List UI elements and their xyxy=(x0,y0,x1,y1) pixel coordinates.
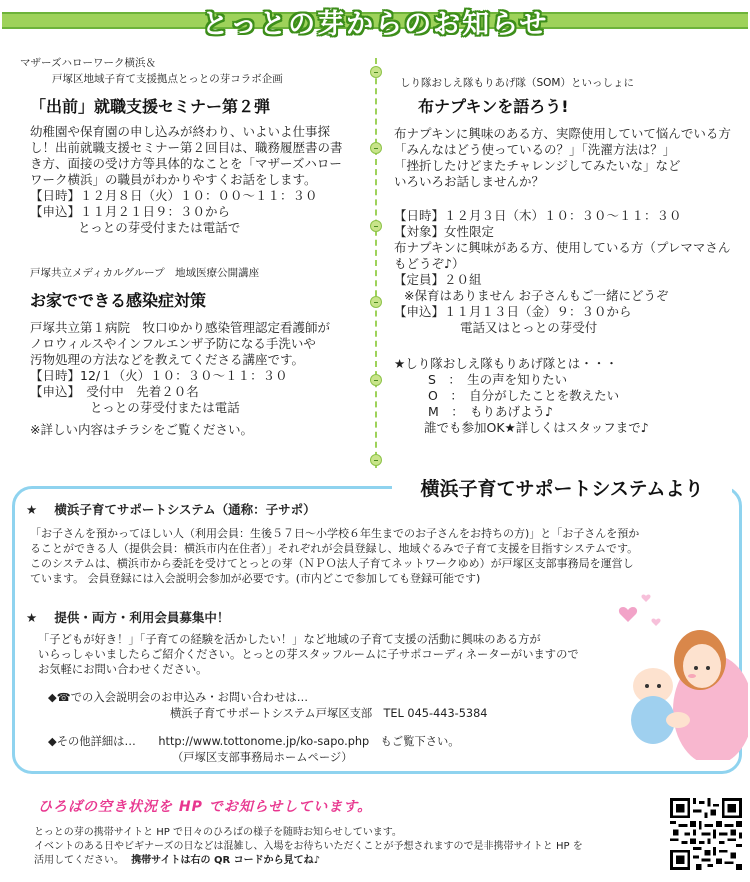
sec1-heading xyxy=(26,500,316,518)
column-divider xyxy=(370,58,382,468)
som-item: O ： 自分がしたことを教えたい xyxy=(428,388,620,403)
divider-dot xyxy=(370,454,382,466)
sec2-line: 「子どもが好き！」「子育ての経験を活かしたい！」など地域の子育て支援の活動に興味のある方が xyxy=(38,633,541,646)
event2-desc-line: 戸塚共立第１病院 牧口ゆかり感染管理認定看護師が xyxy=(30,320,331,335)
right-desc-line: 布ナプキンに興味のある方、実際使用していて悩んでいる方 xyxy=(394,126,731,141)
qr-code[interactable] xyxy=(670,798,742,870)
event2-org: 戸塚共立メディカルグループ 地域医療公開講座 xyxy=(30,267,260,279)
event2-apply: 【申込】 受付中 先着２０名 xyxy=(30,384,199,399)
sec2-body xyxy=(38,632,598,677)
right-org: しり隊おしえ隊もりあげ隊（SOM）といっしょに xyxy=(400,77,634,89)
more-sub: （戸塚区支部事務局ホームページ） xyxy=(172,751,353,764)
divider-line xyxy=(375,58,377,468)
right-capacity: 【定員】２０組 xyxy=(394,272,482,287)
right-apply2: 電話又はとっとの芽受付 xyxy=(460,320,598,335)
divider-dot xyxy=(370,66,382,78)
event1-org2: 戸塚区地域子育て支援拠点とっとの芽コラボ企画 xyxy=(52,73,283,85)
event1-org1: マザーズハローワーク横浜＆ xyxy=(20,57,156,69)
sec1-body xyxy=(30,526,640,586)
header-banner xyxy=(0,2,750,40)
event2-desc xyxy=(30,320,370,438)
event2-desc-line: 汚物処理の方法などを教えてくださる講座です。 xyxy=(30,352,305,367)
divider-dot xyxy=(370,374,382,386)
page-title: とっとの芽からのお知らせ xyxy=(201,9,549,40)
right-title: 布ナプキンを語ろう! xyxy=(418,97,569,116)
right-target2: 布ナプキンに興味がある方、使用している方（プレママさん xyxy=(394,240,731,255)
event2-note: ※詳しい内容はチラシをご覧ください。 xyxy=(30,422,253,437)
sec1-line: ています。 会員登録には入会説明会参加が必要です。(市内どこで参加しても登録可能です) xyxy=(30,572,481,585)
right-target3: もどうぞ♪） xyxy=(394,256,465,271)
event1-apply2: とっとの芽受付または電話で xyxy=(78,220,241,235)
right-desc-line: いろいろお話しませんか？ xyxy=(394,174,545,189)
divider-dot xyxy=(370,220,382,232)
sec2-title: 提供・両方・利用会員募集中！ xyxy=(54,610,230,625)
more-line[interactable]: ◆その他詳細は… http://www.tottonome.jp/ko-sapo.php もご覧下さい。 xyxy=(48,735,460,748)
sec2-line: お気軽にお問い合わせください。 xyxy=(38,663,208,676)
footer-line2: イベントのある日やビギナーズの日などは混雑し、入場をお待ちいただくことが予想されますので是非携帯サイトと HP を xyxy=(34,841,583,852)
som-section xyxy=(394,356,744,436)
heart-icon xyxy=(619,595,661,626)
contact-line: ◆☎での入会説明会のお申込み・お問い合わせは… xyxy=(48,691,308,704)
som-item: M ： もりあげよう♪ xyxy=(428,404,554,419)
event1-apply: 【申込】１１月２１日９：３０から xyxy=(30,204,231,219)
footer-text xyxy=(34,826,664,868)
divider-dot xyxy=(370,296,382,308)
event1-date: 【日時】１２月８日（火）１０：００～１１：３０ xyxy=(30,188,318,203)
event2-apply2: とっとの芽受付または電話 xyxy=(90,400,240,415)
star-icon: ★ xyxy=(26,610,38,625)
right-desc xyxy=(394,126,744,190)
som-item: S ： 生の声を知りたい xyxy=(428,372,568,387)
contact-detail: 横浜子育てサポートシステム戸塚区支部 TEL 045-443-5384 xyxy=(170,707,488,720)
event2-desc-line: ノロウィルスやインフルエンザ予防になる手洗いや xyxy=(30,336,316,351)
sec1-line: 「お子さんを預かってほしい人（利用会員：生後５７日～小学校６年生までのお子さんをお持ちの方)」と「お子さんを預か xyxy=(30,527,640,540)
sec2-heading xyxy=(26,608,229,626)
right-target: 【対象】女性限定 xyxy=(394,224,495,239)
contact-section xyxy=(48,690,608,766)
event2-date: 【日時】12/１（火）１０：３０～１１：３０ xyxy=(30,368,288,383)
right-date: 【日時】１２月３日（木）１０：３０～１１：３０ xyxy=(394,208,682,223)
sec1-title: 横浜子育てサポートシステム（通称：子サポ） xyxy=(54,502,316,517)
event1-title: 「出前」就職支援セミナー第２弾 xyxy=(30,97,271,116)
event1-desc-line: き方、面接の受け方等具体的なことを「マザーズハロー xyxy=(30,156,342,171)
divider-dot xyxy=(370,142,382,154)
footer-line1: とっとの芽の携帯サイトと HP で日々のひろばの様子を随時お知らせしています。 xyxy=(34,827,402,838)
footer-line3 xyxy=(34,854,664,868)
mother-baby-illustration xyxy=(608,590,748,760)
right-apply: 【申込】１１月１３日（金）９：３０から xyxy=(394,304,632,319)
right-details xyxy=(394,208,744,336)
right-desc-line: 「挫折したけどまたチャレンジしてみたいな」など xyxy=(394,158,681,173)
sec1-line: このシステムは、横浜市から委託を受けてとっとの芽（ＮＰＯ法人子育てネットワークゆめ）が戸塚区支部事務局を運営し xyxy=(30,557,634,570)
footer-line3-b: 携帯サイトは右の QR コードから見てね♪ xyxy=(131,855,321,866)
event1-desc-line: し！出前就職支援セミナー第２回目は、職務履歴書の書 xyxy=(30,140,343,155)
footer-headline: ひろばの空き状況を HP でお知らせしています。 xyxy=(38,799,373,815)
sec2-line: いらっしゃいましたらご紹介ください。とっとの芽スタッフルームに子サポコーディネーターがいますので xyxy=(38,648,579,661)
right-capacity-note: ※保育はありません お子さんもご一緒にどうぞ xyxy=(404,288,669,303)
som-title: ★しり隊おしえ隊もりあげ隊とは・・・ xyxy=(394,356,618,371)
event1-desc-line: ワーク横浜」の職員がわかりやすくお話をします。 xyxy=(30,172,317,187)
som-note: 誰でも参加OK★詳しくはスタッフまで♪ xyxy=(424,420,649,435)
right-desc-line: 「みんなはどう使っているの？」「洗濯方法は？」 xyxy=(394,142,676,157)
star-icon: ★ xyxy=(26,502,38,517)
support-box-title: 横浜子育てサポートシステムより xyxy=(392,474,732,504)
event1-desc xyxy=(30,124,370,236)
event1-desc-line: 幼稚園や保育園の申し込みが終わり、いよいよ仕事探 xyxy=(30,124,331,139)
event2-title: お家でできる感染症対策 xyxy=(30,291,207,310)
footer-line3-a: 活用してください。 xyxy=(34,855,124,866)
sec1-line: ることができる人（提供会員：横浜市内在住者）」それぞれが会員登録し、地域ぐるみで子育て支援を目指すシステムです。 xyxy=(30,542,639,555)
